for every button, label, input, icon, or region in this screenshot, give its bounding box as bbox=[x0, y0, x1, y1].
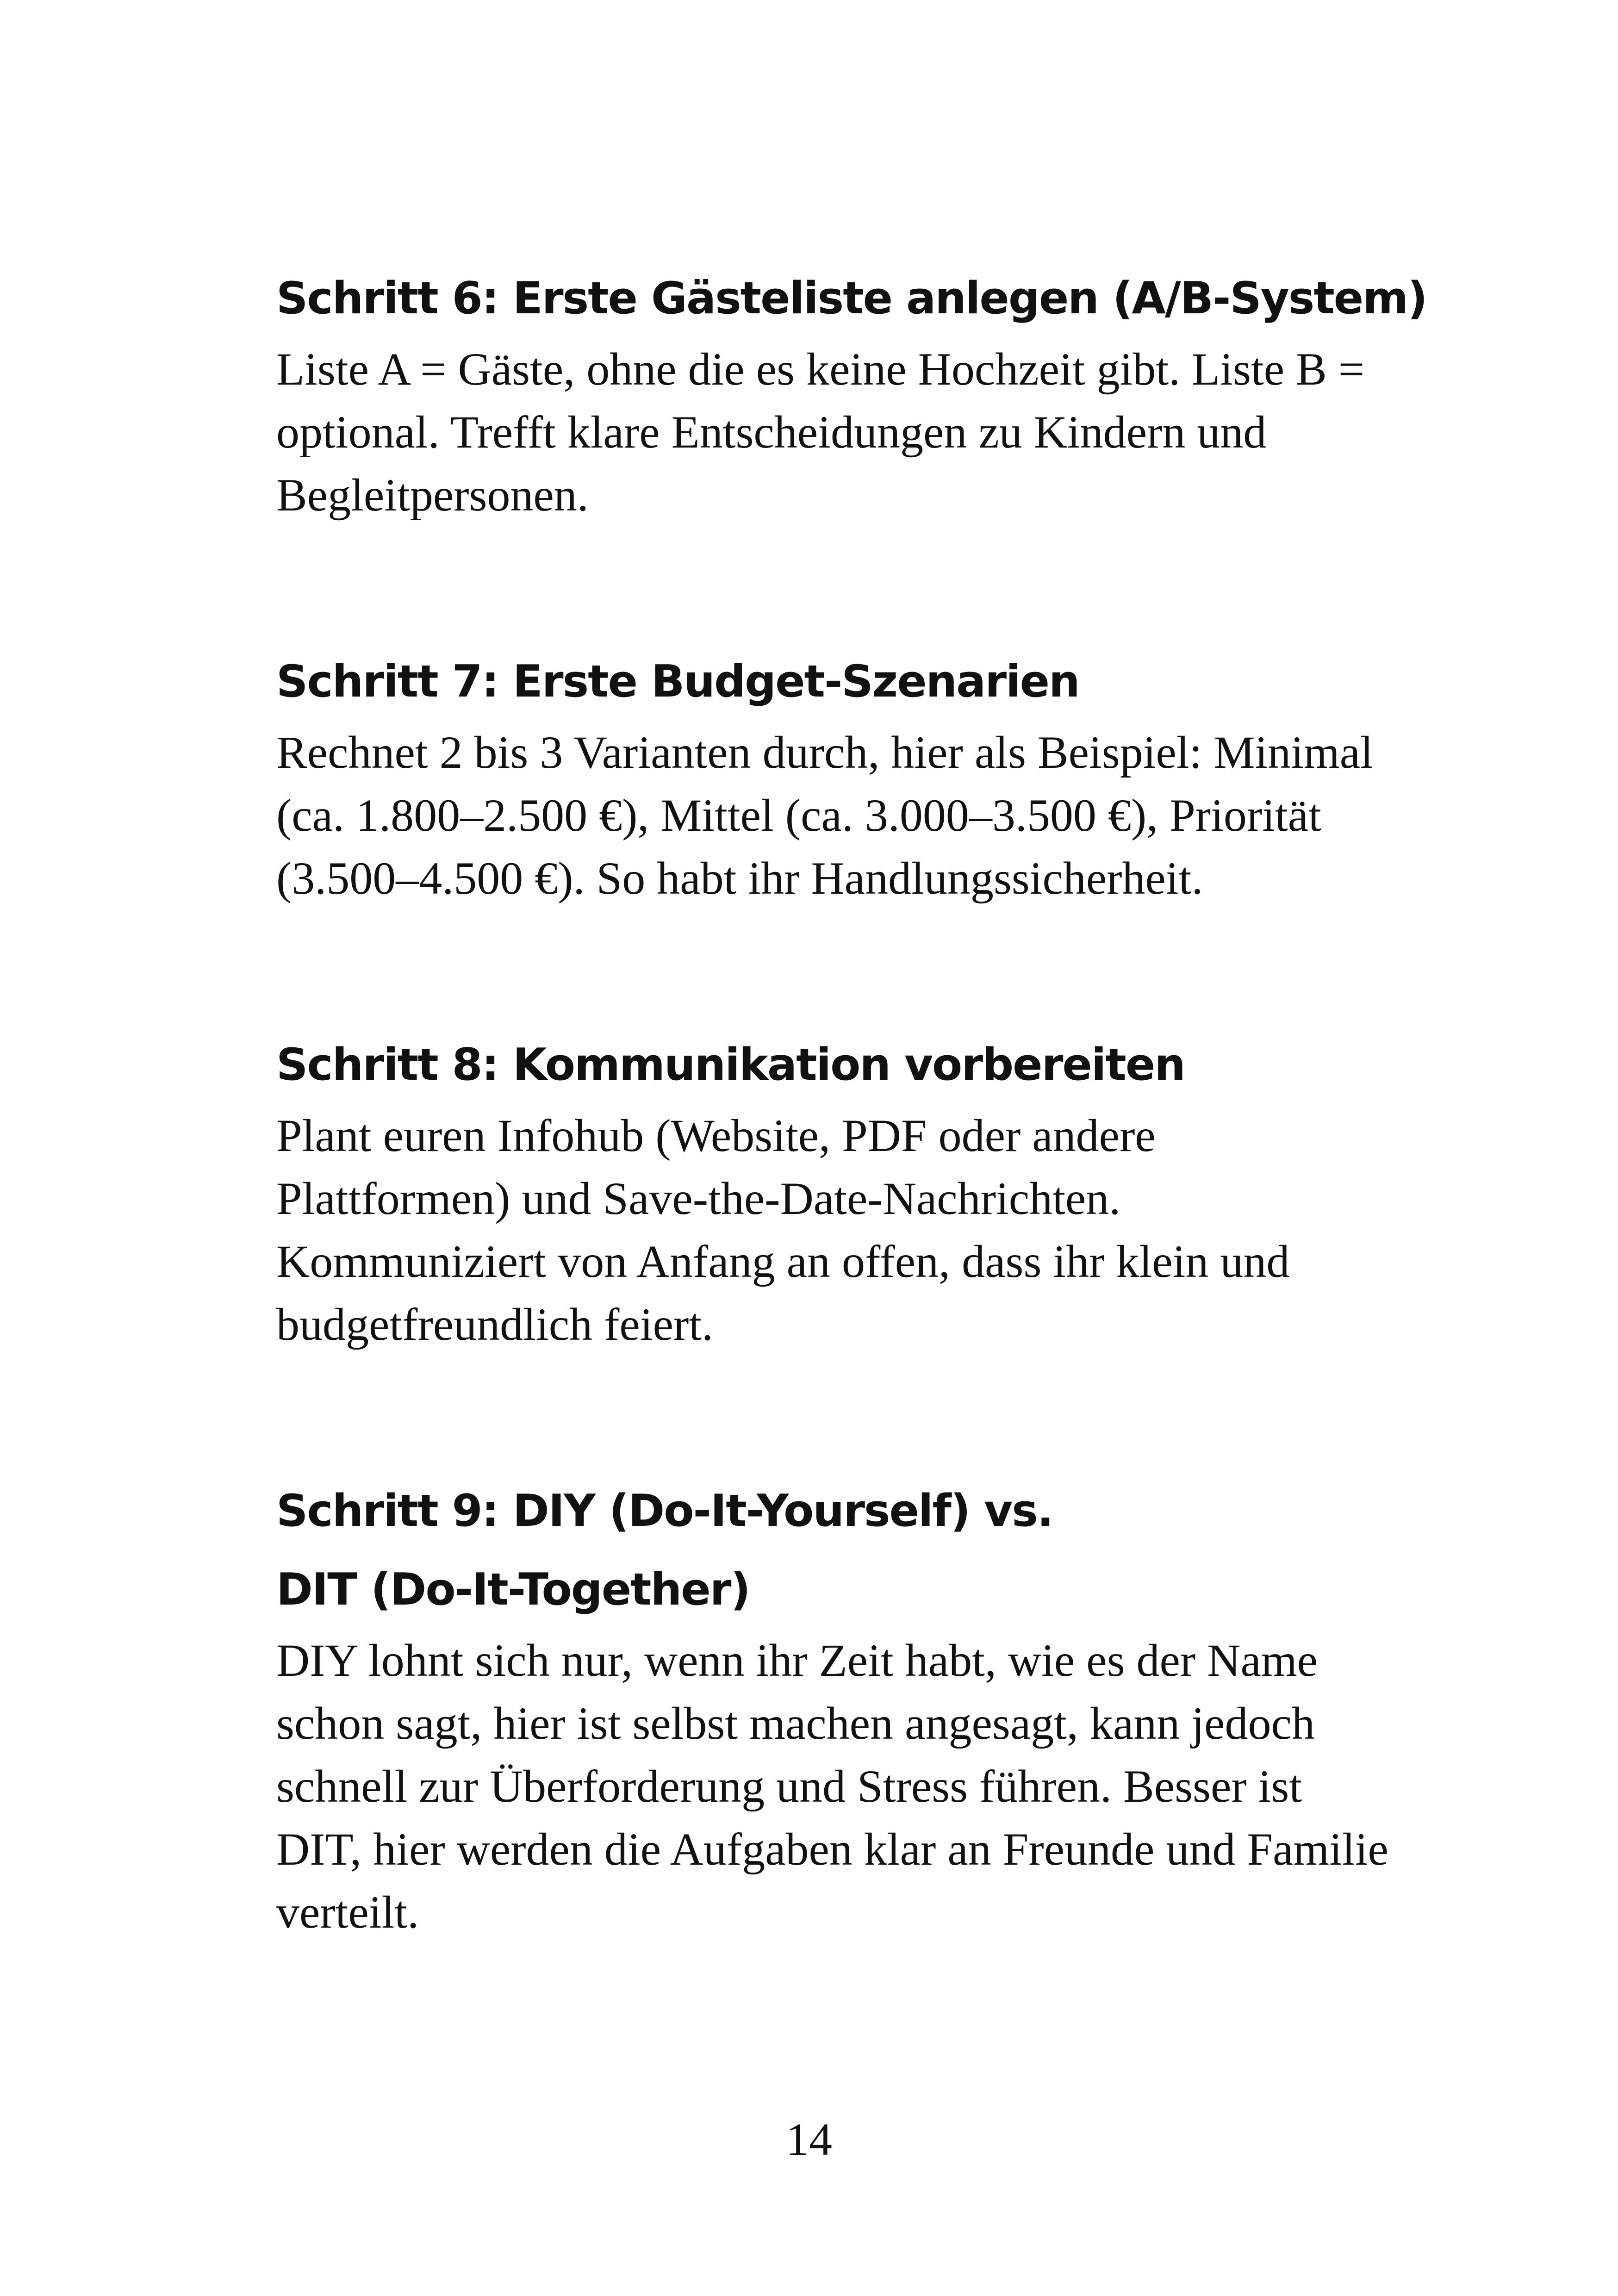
section-heading: Schritt 8: Kommunikation vorbereiten bbox=[276, 1039, 1185, 1090]
section-heading: Schritt 6: Erste Gästeliste anlegen (A/B-System) bbox=[276, 273, 1427, 324]
section-step-9 bbox=[276, 1472, 1396, 1944]
section-step-6 bbox=[276, 259, 1427, 527]
page-number: 14 bbox=[786, 2114, 832, 2165]
section-heading-line-2: DIT (Do-It-Together) bbox=[276, 1564, 750, 1615]
section-heading-line-1: Schritt 9: DIY (Do-It-Yourself) vs. bbox=[276, 1486, 1053, 1537]
section-gap bbox=[276, 910, 1396, 1026]
section-heading: Schritt 7: Erste Budget-Szenarien bbox=[276, 656, 1079, 707]
section-body: Liste A = Gäste, ohne die es keine Hochzeit gibt. Liste B = optional. Trefft klare Entscheidungen zu Kindern und Begleitpersonen. bbox=[276, 343, 1365, 521]
section-body: Plant euren Infohub (Website, PDF oder andere Plattformen) und Save-the-Date-Nachrichten. Kommuniziert von Anfang an offen, dass ihr klein und budgetfreundlich feiert. bbox=[276, 1110, 1290, 1350]
section-gap bbox=[276, 527, 1396, 642]
section-body: DIY lohnt sich nur, wenn ihr Zeit habt, wie es der Name schon sagt, hier ist selbst machen angesagt, kann jedoch schnell zur Überforderung und Stress führen. Besser ist DIT, hier werden die Aufgaben klar an Freunde und Familie verteilt. bbox=[276, 1635, 1388, 1938]
page-content bbox=[276, 259, 1427, 1944]
section-step-8 bbox=[276, 1026, 1396, 1356]
section-step-7 bbox=[276, 642, 1396, 910]
section-gap bbox=[276, 1356, 1396, 1472]
section-body: Rechnet 2 bis 3 Varianten durch, hier als Beispiel: Minimal (ca. 1.800–2.500 €), Mittel (ca. 3.000–3.500 €), Priorität (3.500–4.500 €). So habt ihr Handlungssicherheit. bbox=[276, 727, 1373, 904]
